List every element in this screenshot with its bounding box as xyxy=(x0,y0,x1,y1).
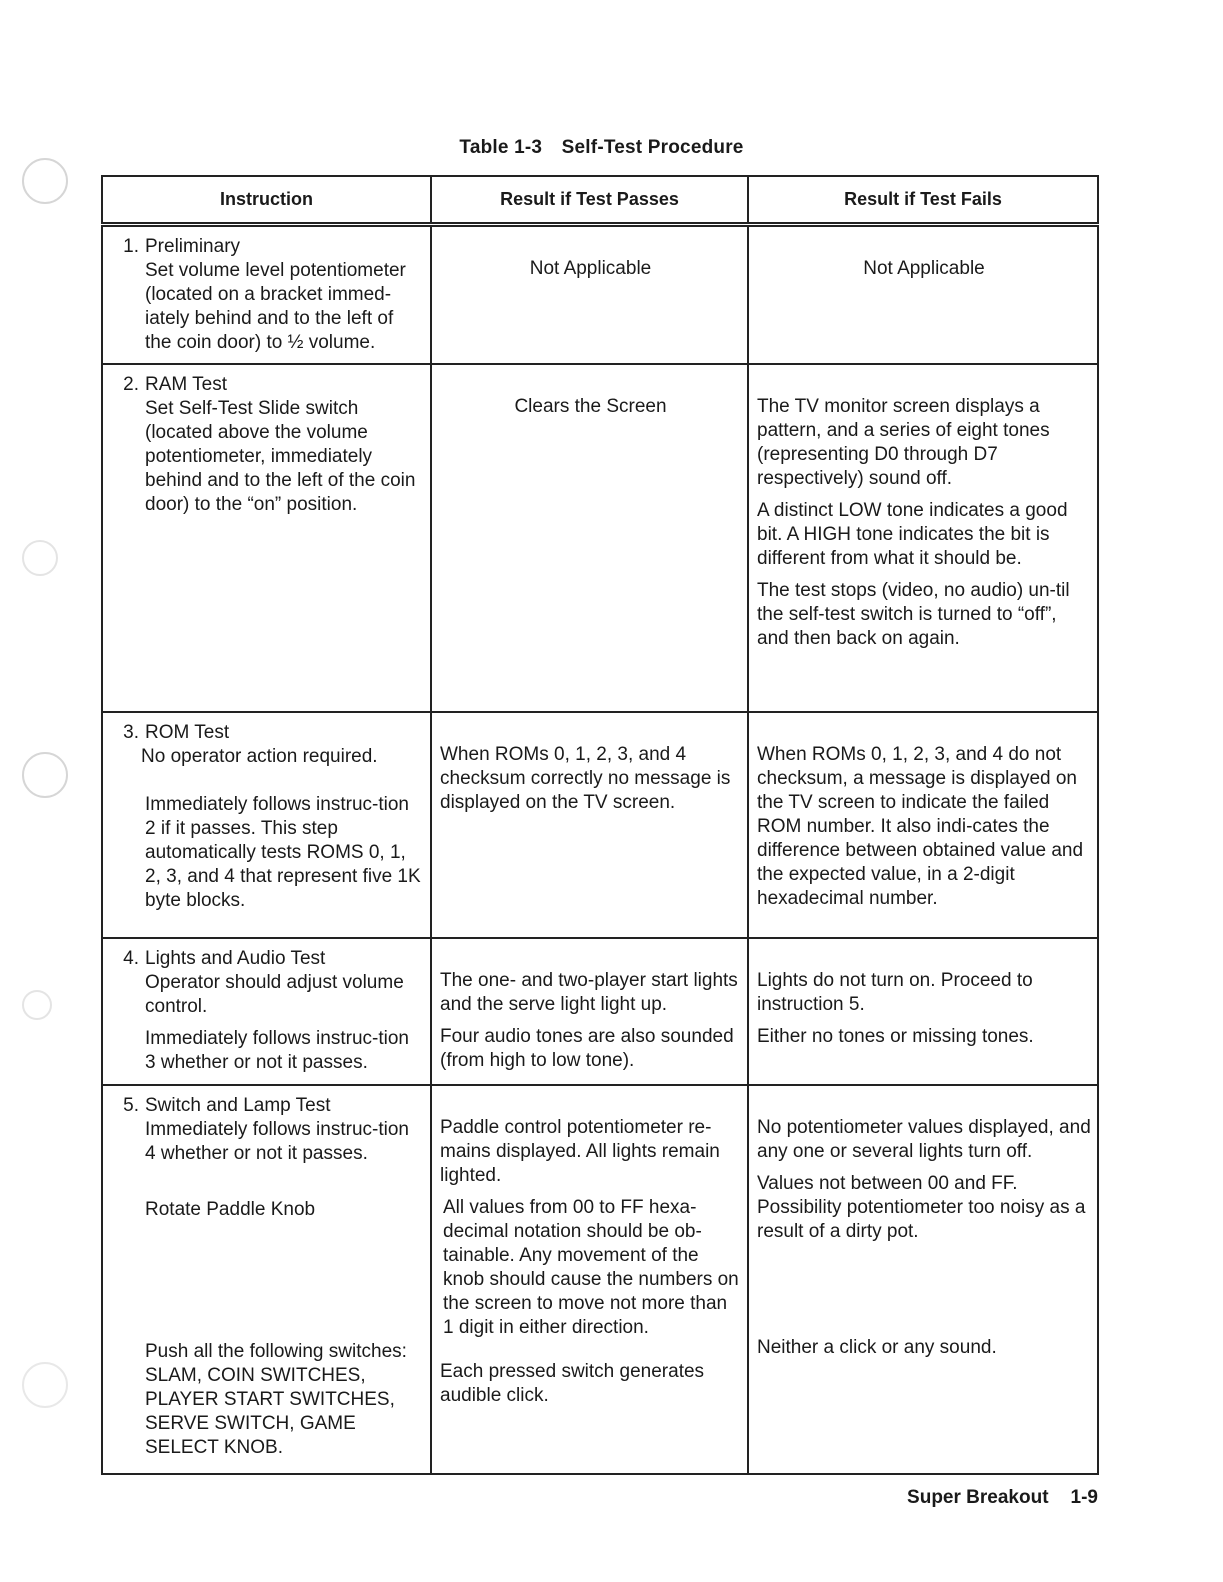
binder-hole xyxy=(22,1362,68,1408)
step-name: Lights and Audio Test xyxy=(145,948,326,969)
step-name: Preliminary xyxy=(145,235,241,257)
binder-hole xyxy=(22,540,58,576)
fail-text: Lights do not turn on. Proceed to instruction 5. xyxy=(757,970,1033,1015)
page-footer xyxy=(907,1487,1098,1509)
table-row xyxy=(102,364,1098,712)
pass-text: Not Applicable xyxy=(529,257,652,279)
fail-text: When ROMs 0, 1, 2, 3, and 4 do not checksum, a message is displayed on the TV screen to indicate the failed ROM number. It also indi-cates the difference between obtained value and the expected value, in a 2-digit hexadecimal number. xyxy=(757,744,1084,909)
pass-text: Each pressed switch generates audible click. xyxy=(440,1361,705,1406)
table-label: Table 1-3 xyxy=(459,137,543,158)
fail-cell xyxy=(748,712,1098,938)
binder-hole xyxy=(22,752,68,798)
fail-text: Either no tones or missing tones. xyxy=(757,1026,1034,1047)
step-number: 5. xyxy=(123,1095,139,1116)
table-row xyxy=(102,712,1098,938)
instruction-text: Operator should adjust volume control. xyxy=(145,972,404,1017)
instruction-cell xyxy=(102,1085,431,1474)
step-number: 4. xyxy=(123,948,139,969)
pass-text: When ROMs 0, 1, 2, 3, and 4 checksum correctly no message is displayed on the TV screen. xyxy=(440,744,731,813)
pass-cell xyxy=(431,224,748,364)
fail-text: A distinct LOW tone indicates a good bit. A HIGH tone indicates the bit is different from what it should be. xyxy=(757,500,1068,569)
pass-text: All values from 00 to FF hexa-decimal notation should be ob-tainable. Any movement of the knob should cause the numbers on the screen to move not more than 1 digit in either direction. xyxy=(443,1197,739,1338)
table-row xyxy=(102,1085,1098,1474)
step-number: 3. xyxy=(123,722,139,743)
pass-cell xyxy=(431,364,748,712)
instruction-cell xyxy=(102,364,431,712)
fail-text: Neither a click or any sound. xyxy=(757,1337,997,1358)
table-title-text: Self-Test Procedure xyxy=(561,137,744,158)
instruction-text: Push all the following switches: SLAM, COIN SWITCHES, PLAYER START SWITCHES, SERVE SWITCH, GAME SELECT KNOB. xyxy=(145,1341,407,1458)
fail-cell xyxy=(748,224,1098,364)
binder-hole xyxy=(22,990,52,1020)
page-number: 1-9 xyxy=(1070,1487,1098,1508)
header-row xyxy=(102,176,1098,224)
table-row xyxy=(102,224,1098,364)
fail-text: Not Applicable xyxy=(863,257,985,279)
column-header-fail: Result if Test Fails xyxy=(748,176,1098,224)
instruction-cell xyxy=(102,712,431,938)
pass-text: Four audio tones are also sounded (from high to low tone). xyxy=(440,1026,734,1071)
step-name: Switch and Lamp Test xyxy=(145,1095,331,1116)
binder-hole xyxy=(22,158,68,204)
fail-cell xyxy=(748,938,1098,1085)
step-name: ROM Test xyxy=(145,722,230,743)
instruction-text: Immediately follows instruc-tion 4 whether or not it passes. xyxy=(145,1119,409,1164)
pass-text: Paddle control potentiometer re-mains displayed. All lights remain lighted. xyxy=(440,1117,720,1186)
step-number: 1. xyxy=(123,235,139,257)
fail-text: No potentiometer values displayed, and any one or several lights turn off. xyxy=(757,1117,1091,1162)
fail-cell xyxy=(748,1085,1098,1474)
column-header-instruction: Instruction xyxy=(102,176,431,224)
fail-text: Values not between 00 and FF. Possibility potentiometer too noisy as a result of a dirty pot. xyxy=(757,1173,1086,1242)
instruction-text: Immediately follows instruc-tion 2 if it passes. This step automatically tests ROMS 0, 1, 2, 3, and 4 that represent five 1K byte blocks. xyxy=(145,794,421,911)
instruction-cell xyxy=(102,224,431,364)
instruction-text: Immediately follows instruc-tion 3 whether or not it passes. xyxy=(145,1028,409,1073)
instruction-text: Set Self-Test Slide switch (located above the volume potentiometer, immediately behind and to the left of the coin door) to the “on” position. xyxy=(145,398,416,515)
instruction-cell xyxy=(102,938,431,1085)
step-number: 2. xyxy=(123,374,139,395)
pass-cell xyxy=(431,712,748,938)
fail-text: The TV monitor screen displays a pattern, and a series of eight tones (representing D0 through D7 respectively) sound off. xyxy=(757,396,1050,489)
pass-cell xyxy=(431,938,748,1085)
instruction-text: Set volume level potentiometer (located on a bracket immed-iately behind and to the left of the coin door) to ½ volume. xyxy=(145,259,406,353)
pass-text: Clears the Screen xyxy=(514,396,667,417)
pass-cell xyxy=(431,1085,748,1474)
pass-text: The one- and two-player start lights and the serve light light up. xyxy=(440,970,738,1015)
fail-text: The test stops (video, no audio) un-til the self-test switch is turned to “off”, and then back on again. xyxy=(757,580,1070,649)
table-title xyxy=(0,137,1203,159)
column-header-pass: Result if Test Passes xyxy=(431,176,748,224)
instruction-text: No operator action required. xyxy=(141,746,378,767)
fail-cell xyxy=(748,364,1098,712)
footer-title: Super Breakout xyxy=(907,1487,1049,1508)
step-name: RAM Test xyxy=(145,374,228,395)
self-test-table xyxy=(101,175,1099,1475)
instruction-text: Rotate Paddle Knob xyxy=(145,1199,316,1220)
table-row xyxy=(102,938,1098,1085)
